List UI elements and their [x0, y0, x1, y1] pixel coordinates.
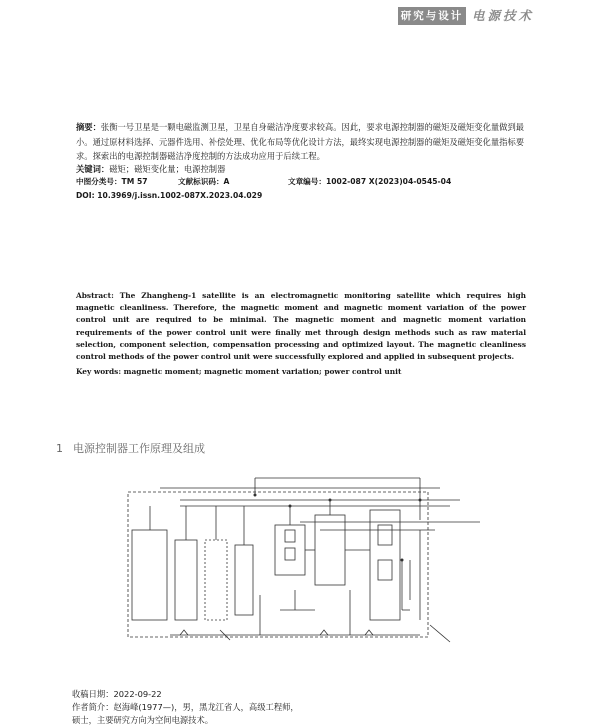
footnote-received: 收稿日期：2022-09-22 — [72, 689, 162, 699]
abstract-en — [76, 290, 526, 363]
circuit-diagram — [120, 470, 480, 650]
meta-doc-code: 文献标识码：A — [178, 177, 230, 186]
abstract-en-label: Abstract: — [76, 291, 114, 300]
footnote-author-line1: 作者简介：赵海峰(1977—)，男，黑龙江省人，高级工程师， — [72, 702, 299, 712]
abstract-cn — [76, 120, 526, 164]
keywords-cn — [76, 162, 225, 176]
header-section-label: 研究与设计 — [398, 7, 466, 25]
section-heading — [56, 440, 205, 456]
keywords-en-label: Key words: — [76, 367, 122, 376]
abstract-cn-text: 张衡一号卫星是一颗电磁监测卫星，卫星自身磁洁净度要求较高。因此，要求电源控制器的磁矩及磁矩变化量做到最小。通过原材料选择、元器件选用、补偿处理、优化布局等优化设计方法，最终实现电源控制器的磁矩及磁矩变化量指标要求。探索出的电源控制器磁洁净度控制的方法成功应用于后续工程。 — [76, 122, 525, 161]
footnote-author-line2: 硕士，主要研究方向为空间电源技术。 — [72, 715, 214, 725]
keywords-cn-text: 磁矩；磁矩变化量；电源控制器 — [109, 164, 226, 174]
abstract-en-text: The Zhangheng-1 satellite is an electromagnetic monitoring satellite which requires high magnetic cleanliness. Therefore, the magnetic moment and magnetic moment variation of the power control unit are required to be minimal. The magnetic moment and magnetic moment variation requirements of the power control unit were finally met through design methods such as raw material selection, component selection, compensation processing and optimized layout. The magnetic cleanliness control methods of the power control unit were successfully explored and applied in subsequent projects. — [76, 291, 526, 362]
section-number: 1 — [56, 442, 63, 455]
abstract-cn-label: 摘要： — [76, 122, 101, 132]
keywords-cn-label: 关键词： — [76, 164, 110, 174]
meta-article-no: 文章编号：1002-087 X(2023)04-0545-04 — [288, 177, 452, 186]
meta-clc: 中图分类号：TM 57 — [76, 177, 148, 186]
keywords-en — [76, 366, 401, 378]
meta-doi: DOI: 10.3969/j.issn.1002-087X.2023.04.029 — [76, 191, 263, 200]
keywords-en-text: magnetic moment; magnetic moment variation; power control unit — [123, 367, 402, 376]
header-journal-name: 电源技术 — [472, 8, 535, 23]
section-title: 电源控制器工作原理及组成 — [73, 442, 205, 455]
